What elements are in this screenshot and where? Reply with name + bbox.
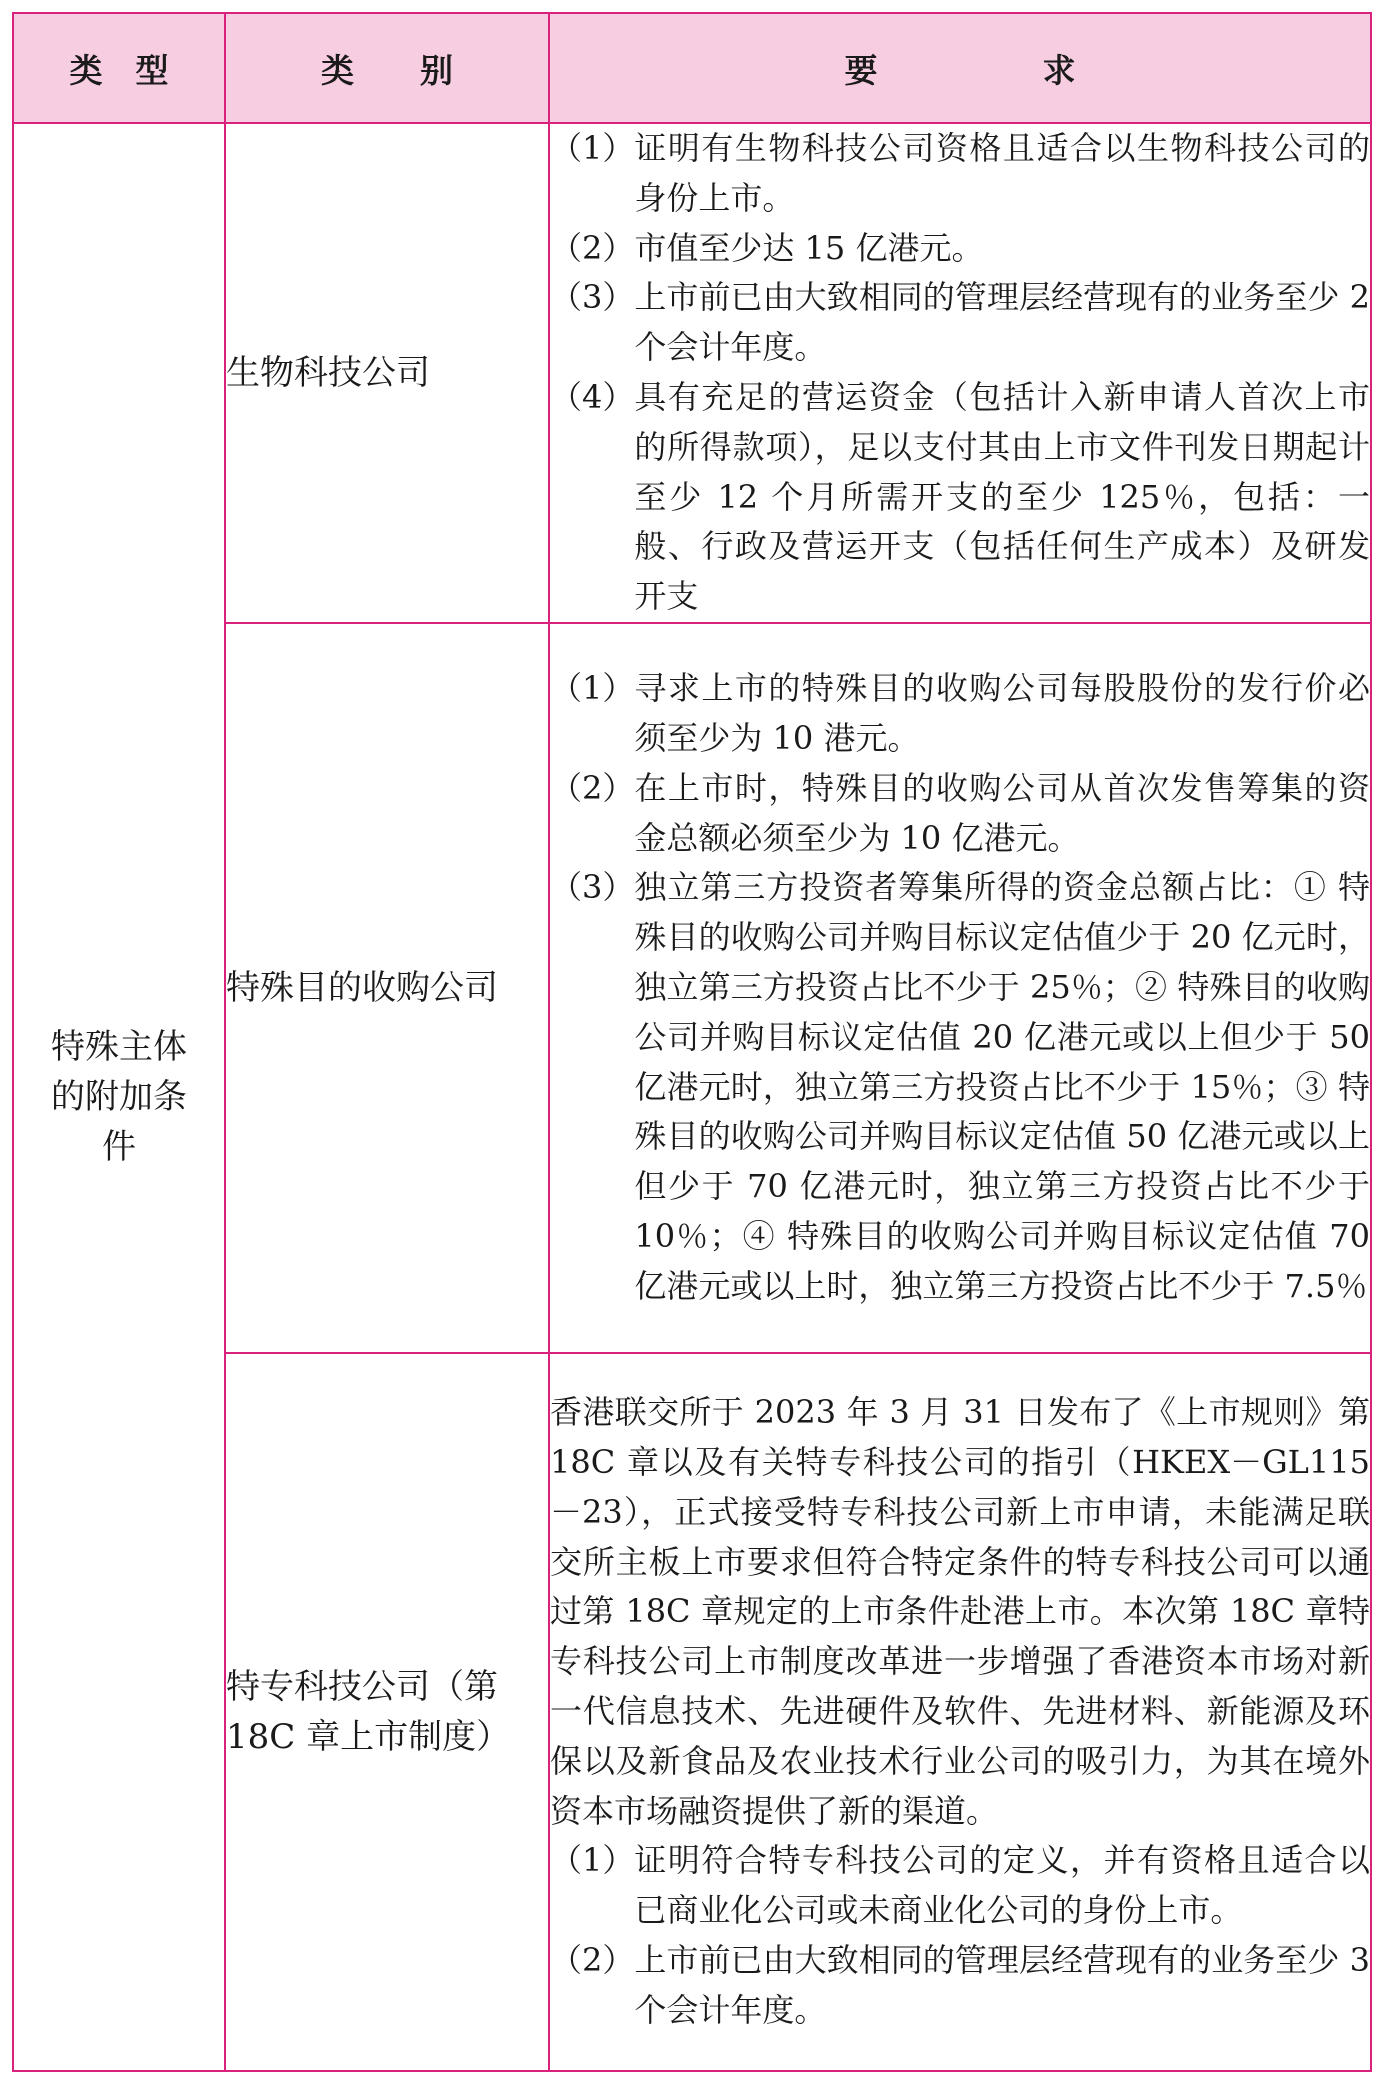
list-item <box>550 1936 1370 2036</box>
header-requirement: 要 求 <box>549 13 1371 123</box>
item-number: （2） <box>550 228 635 267</box>
item-text: 具有充足的营运资金（包括计入新申请人首次上市的所得款项），足以支付其由上市文件刊发日期起计至少 12 个月所需开支的至少 125％，包括：一般、行政及营运开支（包括任何生产成本）及研发开支 <box>634 377 1370 616</box>
list-item <box>550 224 1370 274</box>
header-row <box>13 13 1371 123</box>
item-number: （1） <box>550 129 635 167</box>
item-number: （3） <box>550 278 635 317</box>
item-number: （2） <box>550 768 635 807</box>
item-text: 上市前已由大致相同的管理层经营现有的业务至少 3 个会计年度。 <box>634 1941 1370 2029</box>
requirements-table <box>12 12 1372 2072</box>
item-number: （4） <box>550 377 635 416</box>
list-item <box>550 273 1370 373</box>
requirement-cell <box>549 123 1371 623</box>
category-cell <box>225 123 549 623</box>
requirement-cell <box>549 623 1371 1353</box>
item-number: （2） <box>550 1941 635 1980</box>
requirement-cell <box>549 1353 1371 2071</box>
list-item <box>550 1836 1370 1936</box>
item-number: （1） <box>550 1841 635 1880</box>
category-label: 生物科技公司 <box>226 352 430 393</box>
list-item <box>550 863 1370 1311</box>
list-item <box>550 124 1370 224</box>
table-row-biotech <box>13 123 1371 623</box>
item-number: （3） <box>550 868 635 907</box>
item-text: 上市前已由大致相同的管理层经营现有的业务至少 2 个会计年度。 <box>634 278 1370 367</box>
header-type: 类 型 <box>13 13 225 123</box>
category-cell <box>225 1353 549 2071</box>
header-category: 类 别 <box>225 13 549 123</box>
category-label: 特专科技公司（第 18C 章上市制度） <box>226 1666 511 1757</box>
category-cell <box>225 623 549 1353</box>
item-text: 在上市时，特殊目的收购公司从首次发售筹集的资金总额必须至少为 10 亿港元。 <box>634 768 1370 857</box>
type-label: 特殊主体的附加条件 <box>51 1027 187 1167</box>
item-text: 寻求上市的特殊目的收购公司每股股份的发行价必须至少为 10 港元。 <box>634 669 1370 758</box>
item-text: 证明符合特专科技公司的定义，并有资格且适合以已商业化公司或未商业化公司的身份上市。 <box>634 1841 1370 1930</box>
list-item <box>550 373 1370 622</box>
item-text: 市值至少达 15 亿港元。 <box>634 228 984 267</box>
item-number: （1） <box>550 669 635 708</box>
item-text: 证明有生物科技公司资格且适合以生物科技公司的身份上市。 <box>634 129 1370 217</box>
list-item <box>550 664 1370 764</box>
category-label: 特殊目的收购公司 <box>226 967 498 1008</box>
intro-paragraph: 香港联交所于 2023 年 3 月 31 日发布了《上市规则》第 18C 章以及有关特专科技公司的指引（HKEX－GL115－23），正式接受特专科技公司新上市申请，未能满足联交所主板上市要求但符合特定条件的特专科技公司可以通过第 18C 章规定的上市条件赴港上市。本次第 18C 章特专科技公司上市制度改革进一步增强了香港资本市场对新一代信息技术、先进硬件及软件、先进材料、新能源及环保以及新食品及农业技术行业公司的吸引力，为其在境外资本市场融资提供了新的渠道。 <box>550 1393 1370 1830</box>
list-item <box>550 764 1370 864</box>
type-cell <box>13 123 225 2071</box>
item-text: 独立第三方投资者筹集所得的资金总额占比：① 特殊目的收购公司并购目标议定估值少于 20 亿元时，独立第三方投资占比不少于 25％；② 特殊目的收购公司并购目标议定估值 20 亿港元或以上但少于 50 亿港元时，独立第三方投资占比不少于 15％；③ 特殊目的收购公司并购目标议定估值 50 亿港元或以上但少于 70 亿港元时，独立第三方投资占比不少于 10％；④ 特殊目的收购公司并购目标议定估值 70 亿港元或以上时，独立第三方投资占比不少于 7.5％ <box>634 868 1370 1305</box>
